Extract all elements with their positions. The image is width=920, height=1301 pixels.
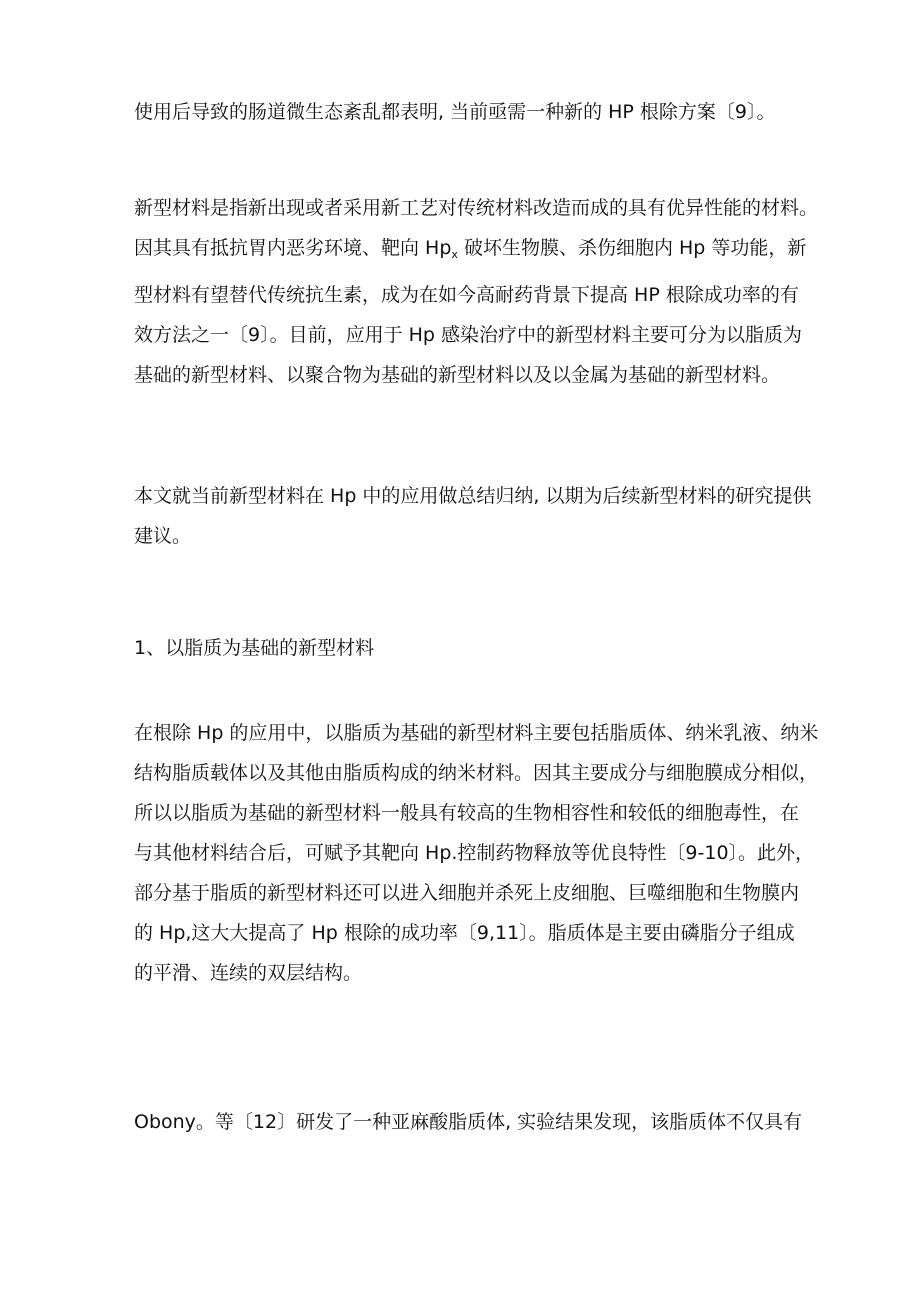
text-line: 本文就当前新型材料在 Hp 中的应用做总结归纳, 以期为后续新型材料的研究提供 [134,485,812,507]
text-line: 新型材料是指新出现或者采用新工艺对传统材料改造而成的具有优异性能的材料。 [134,197,819,219]
text-line: 在根除 Hp 的应用中，以脂质为基础的新型材料主要包括脂质体、纳米乳液、纳米 [134,722,819,744]
paragraph-article-purpose [134,476,812,556]
section-heading-text: 1、以脂质为基础的新型材料 [134,637,375,659]
text-line: 效方法之一〔9〕。目前，应用于 Hp 感染治疗中的新型材料主要可分为以脂质为 [134,324,803,346]
section-heading [134,628,806,668]
text-line: 与其他材料结合后，可赋予其靶向 Hp.控制药物释放等优良特性〔9-10〕。此外， [134,842,815,864]
text-line: 结构脂质载体以及其他由脂质构成的纳米材料。因其主要成分与细胞膜成分相似， [134,762,819,784]
text-line: 建议。 [134,525,192,547]
text-line: 所以以脂质为基础的新型材料一般具有较高的生物相容性和较低的细胞毒性，在 [134,802,800,824]
text-line: 部分基于脂质的新型材料还可以进入细胞并杀死上皮细胞、巨噬细胞和生物膜内 [134,882,800,904]
subscript-x: x [451,248,458,261]
text-line: 的 Hp,这大大提高了 Hp 根除的成功率〔9,11〕。脂质体是主要由磷脂分子组成 [134,922,795,944]
text-segment: 因其具有抵抗胃内恶劣环境、靶向 Hp [134,237,452,259]
text-segment: 破坏生物膜、杀伤细胞内 Hp 等功能，新 [457,237,807,259]
paragraph-lipid-materials [134,713,819,993]
paragraph-new-materials-definition [134,188,819,395]
text-line: 使用后导致的肠道微生态紊乱都表明, 当前亟需一种新的 HP 根除方案〔9〕。 [134,101,776,123]
paragraph-intro-continuation [134,92,806,132]
paragraph-linolenic-liposome [134,1102,806,1142]
text-line: 型材料有望替代传统抗生素，成为在如今高耐药背景下提高 HP 根除成功率的有 [134,284,799,306]
text-line: Obony。等〔12〕研发了一种亚麻酸脂质体, 实验结果发现，该脂质体不仅具有 [134,1111,803,1133]
text-line: 的平滑、连续的双层结构。 [134,962,363,984]
text-line: 基础的新型材料、以聚合物为基础的新型材料以及以金属为基础的新型材料。 [134,364,781,386]
text-line [134,228,806,275]
